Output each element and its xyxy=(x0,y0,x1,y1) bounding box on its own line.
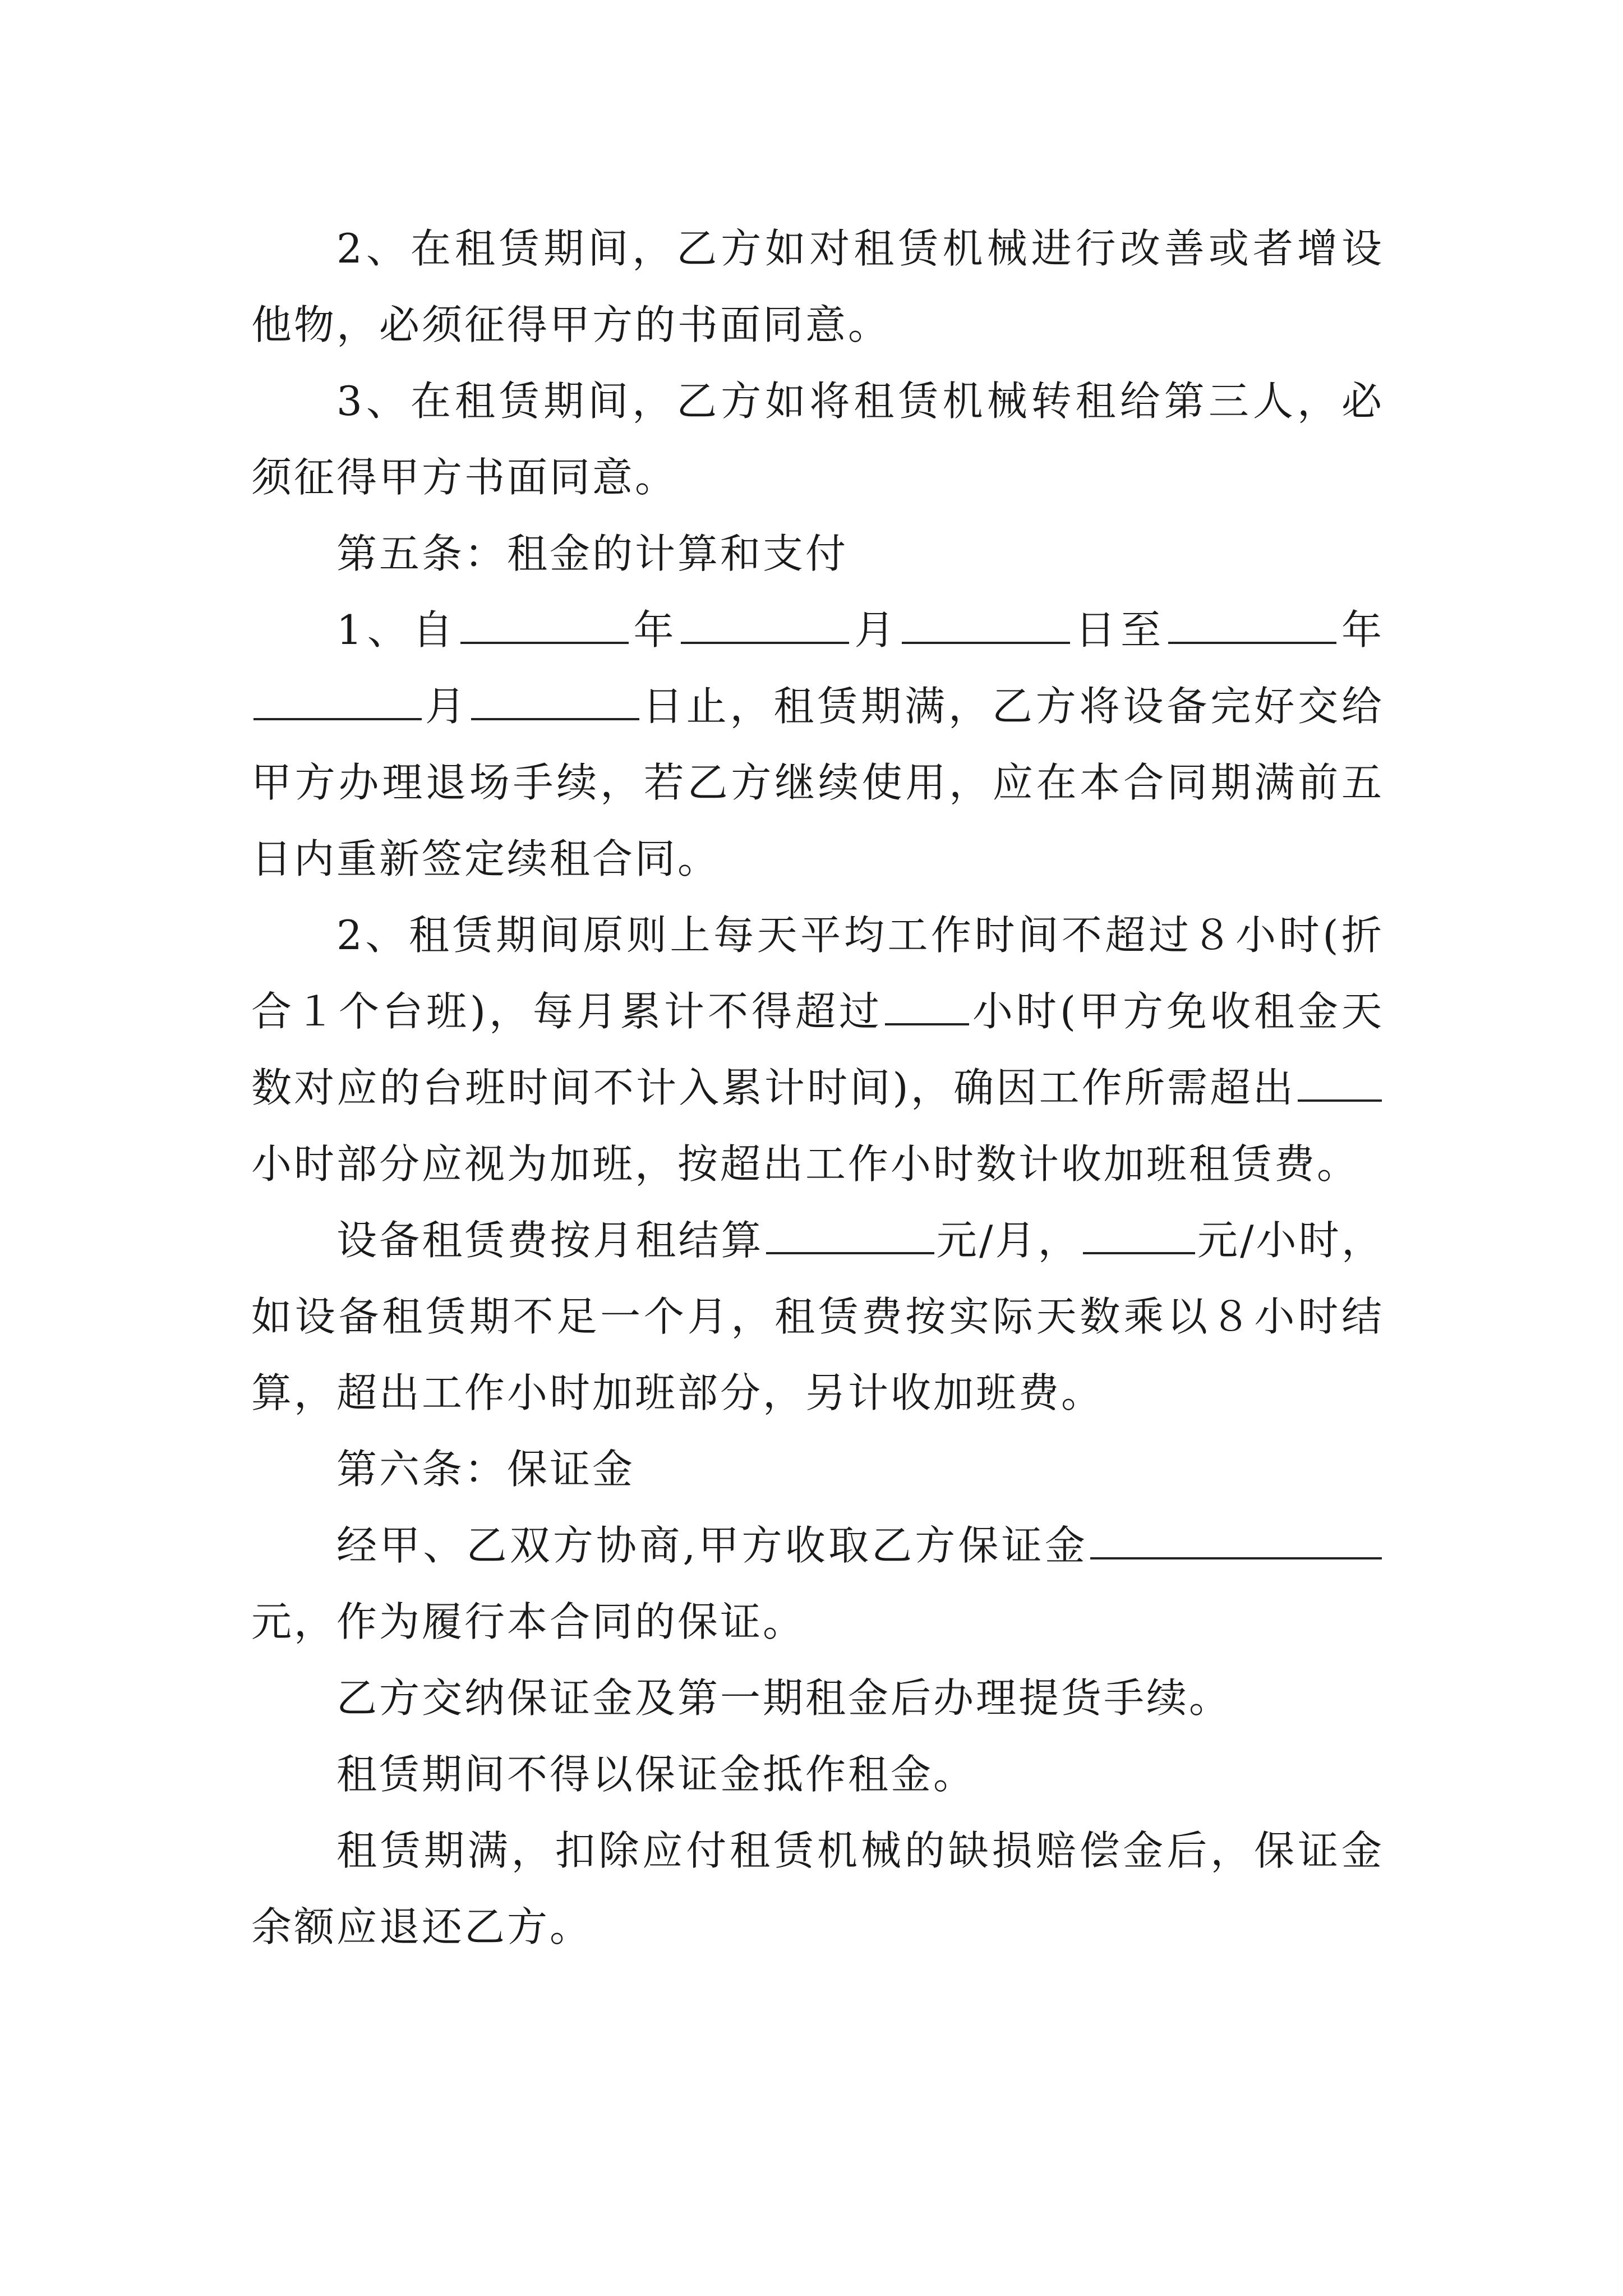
clause-4-item-2: 2、在租赁期间，乙方如对租赁机械进行改善或者增设他物，必须征得甲方的书面同意。 xyxy=(251,225,1384,348)
blank-field xyxy=(766,1218,934,1254)
blank-field xyxy=(681,608,849,644)
text-segment: 日止，租赁期满，乙方将设备完好交给甲方办理退场手续，若乙方继续使用，应在本合同期满前五日内重新签定续租合同。 xyxy=(251,683,1384,882)
text-segment: 月 xyxy=(424,683,469,730)
blank-field xyxy=(885,990,969,1025)
clause-5-heading: 第五条：租金的计算和支付 xyxy=(336,530,849,577)
clause-5-item-2 xyxy=(251,897,1384,1202)
blank-field xyxy=(460,608,629,644)
blank-field xyxy=(1168,608,1336,644)
blank-field xyxy=(471,684,639,720)
rental-fee-paragraph xyxy=(251,1202,1384,1431)
clause-6-heading: 第六条：保证金 xyxy=(336,1446,635,1493)
text-segment: 小时(甲方免收租金天数对应的台班时间不计入累计时间)，确因工作所需超出 xyxy=(251,988,1384,1111)
deposit-paragraph xyxy=(251,1507,1384,1660)
text-segment: 年 xyxy=(1339,606,1384,654)
deposit-refund-paragraph: 租赁期满，扣除应付租赁机械的缺损赔偿金后，保证金余额应退还乙方。 xyxy=(251,1827,1384,1950)
clause-5-item-1 xyxy=(251,592,1384,897)
blank-field xyxy=(1298,1066,1382,1102)
text-segment: 小时部分应视为加班，按超出工作小时数计收加班租赁费。 xyxy=(251,1140,1360,1188)
text-segment: 元，作为履行本合同的保证。 xyxy=(251,1598,806,1645)
text-segment: 年 xyxy=(630,606,679,654)
text-segment: 日至 xyxy=(1072,606,1166,654)
text-segment: 元/月， xyxy=(936,1217,1081,1264)
text-segment: 月 xyxy=(851,606,900,654)
text-segment: 元/小时，如设备租赁期不足一个月，租赁费按实际天数乘以８小时结算，超出工作小时加班部分，另计收加班费。 xyxy=(251,1217,1384,1416)
deposit-pickup-paragraph: 乙方交纳保证金及第一期租金后办理提货手续。 xyxy=(336,1674,1232,1722)
blank-field xyxy=(1090,1524,1382,1559)
blank-field xyxy=(1083,1218,1195,1254)
text-segment: 设备租赁费按月租结算 xyxy=(336,1217,764,1264)
clause-4-item-3: 3、在租赁期间，乙方如将租赁机械转租给第三人，必须征得甲方书面同意。 xyxy=(251,378,1384,501)
deposit-not-rent-paragraph: 租赁期间不得以保证金抵作租金。 xyxy=(336,1751,976,1798)
text-segment: 2、租赁期间原则上每天平均工作时间不超过８小时(折合１个台班)，每月累计不得超过 xyxy=(251,912,1384,1035)
blank-field xyxy=(253,684,422,720)
document-body xyxy=(251,210,1384,1965)
text-segment: 1、自 xyxy=(336,606,458,654)
text-segment: 经甲、乙双方协商,甲方收取乙方保证金 xyxy=(336,1522,1088,1569)
blank-field xyxy=(902,608,1070,644)
